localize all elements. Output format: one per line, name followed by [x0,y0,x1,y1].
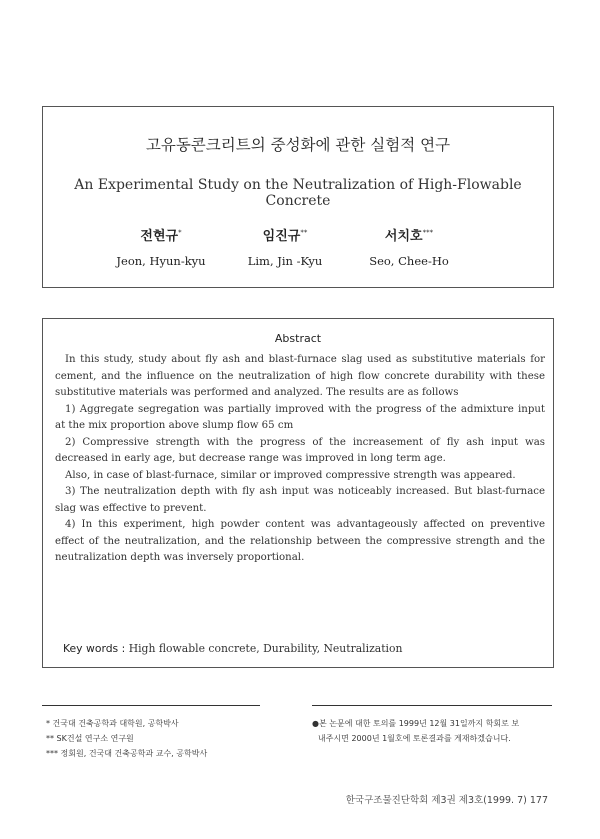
author-2-name-ko: 임진규 [262,229,301,244]
discussion-note [312,716,560,746]
discussion-note-line-2: 내주시면 2000년 1월호에 토론결과를 게재하겠습니다. [318,734,511,743]
author-3-mark: *** [422,228,434,237]
author-1 [101,225,221,268]
keywords-value: High flowable concrete, Durability, Neutralization [128,642,403,655]
korean-title: 고유동콘크리트의 중성화에 관한 실험적 연구 [145,136,451,154]
abstract-box [42,318,554,668]
footnote-1: * 건국대 건축공학과 대학원, 공학박사 [46,719,179,728]
author-3 [349,225,469,268]
keywords [63,642,402,655]
discussion-note-line-1: ●본 논문에 대한 토의를 1999년 12월 31일까지 학회로 보 [312,719,520,728]
author-1-mark: * [178,228,182,237]
abstract-paragraph: 2) Compressive strength with the progress of the increasement of fly ash input was decreased in early age, but decrease range was improved in long term age. [55,436,545,464]
page-footer: 한국구조물진단학회 제3권 제3호(1999. 7) 177 [345,795,548,806]
author-3-name-en: Seo, Chee-Ho [369,254,449,268]
author-3-name-ko: 서치호 [384,229,423,244]
abstract-paragraph: Also, in case of blast-furnace, similar or improved compressive strength was appeared. [65,469,516,481]
author-2 [225,225,345,268]
abstract-paragraph: In this study, study about fly ash and blast-furnace slag used as substitutive materials for cement, and the influence on the neutralization of high flow concrete durability with these substitutive materials was performed and analyzed. The results are as follows [55,354,545,398]
title-box [42,106,554,288]
abstract-body [55,352,545,567]
footnote-2: ** SK건설 연구소 연구원 [46,734,134,743]
author-2-name-en: Lim, Jin -Kyu [247,254,323,268]
abstract-heading: Abstract [274,332,322,345]
keywords-label: Key words : [63,642,126,655]
abstract-paragraph: 1) Aggregate segregation was partially improved with the progress of the admixture input at the mix proportion above slump flow 65 cm [55,403,545,431]
author-2-mark: ** [300,228,308,237]
author-1-name-en: Jeon, Hyun-kyu [116,254,206,268]
english-title: An Experimental Study on the Neutralization of High-Flowable Concrete [74,177,522,209]
footnote-rule-right [312,705,552,706]
abstract-paragraph: 4) In this experiment, high powder content was advantageously affected on preventive effect of the neutralization, and the relationship between the compressive strength and the neutralization depth was inversely proportional. [55,519,545,563]
footnote-rule-left [42,705,260,706]
author-footnotes [46,716,296,761]
abstract-paragraph: 3) The neutralization depth with fly ash input was noticeably increased. But blast-furnace slag was effective to prevent. [55,486,545,514]
author-1-name-ko: 전현규 [140,229,179,244]
footnote-3: *** 정회원, 건국대 건축공학과 교수, 공학박사 [46,749,208,758]
